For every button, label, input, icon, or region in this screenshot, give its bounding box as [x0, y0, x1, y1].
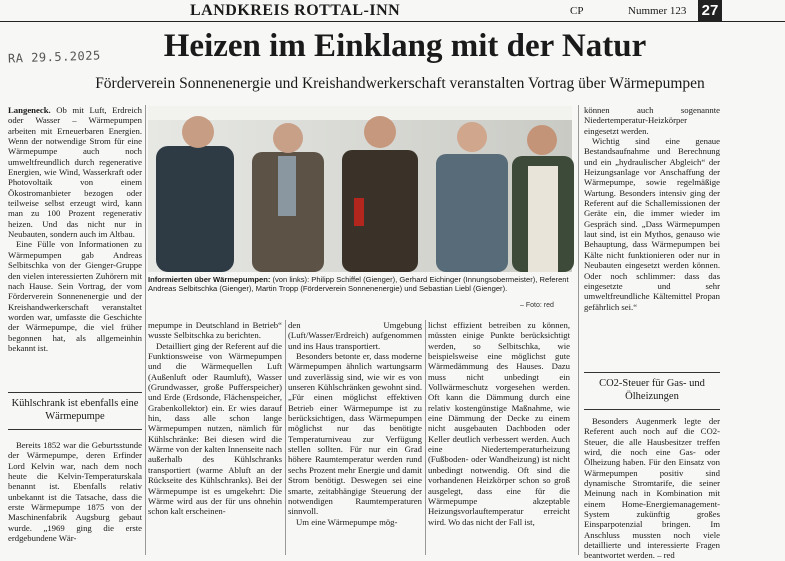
page-header: [0, 0, 785, 22]
handwritten-date-stamp: RA 29.5.2025: [7, 48, 101, 66]
dateline: Langeneck.: [8, 105, 51, 115]
paragraph: Wichtig sind eine genaue Bestandsaufnahme und Berechnung und ein „hydraulischer Abgleich“ der Heizungsanlage vor Anschaffung der Wärmepumpe, sowie regelmäßige Wartung. Besonders intensiv ging der Referent auf die Schallemissionen der Geräte ein, die immer wieder im Gespräch sind. „Dass Wärmepumpen laut sind, ist ein Mythos, genauso wie Behauptung, dass Wärmepumpen bei Kälte nicht funktionieren oder nur in Neubauten eingesetzt werden können. Oder noch schlimmer: dass das eingesetzte und sehr umweltfreundliche Kältemittel Propan gefährlich sei.“: [584, 136, 720, 312]
paragraph: Eine Fülle von Informationen zu Wärmepumpen gab Andreas Selbitschka von der Gienger-Gruppe den vielen interessierten Zuhörern mit nach Hause. Sein Vortrag, der vom Förderverein Sonnenenergie und der Kreishandwerkerschaft veranstaltet worden war, umfasste die Geschichte der Wärmepumpe, die viel früher begonnen hat, als allgemeinhin bekannt ist.: [8, 239, 142, 353]
article-column-5: [584, 105, 720, 367]
paragraph: mepumpe in Deutschland in Betrieb“ wusste Selbitschka zu berichten.: [148, 320, 282, 341]
caption-text: (von links): Philipp Schiffel (Gienger), Gerhard Eichinger (Innungsobermeister), Referent Andreas Selbitschka (Gienger), Martin Tropp (Förderverein Sonnenenergie) und Sebastian Liebl (Gienger).: [148, 275, 569, 294]
paragraph: Ob mit Luft, Erdreich oder Wasser – Wärmepumpen arbeiten mit Erneuerbaren Energien. Wenn der notwendige Strom für eine Wärmepumpe auch noch umweltfreundlich durch regenerative Energien, wie Wind, Wasserkraft oder Photovoltaik von einem Ökostromanbieter bezogen oder teilweise selbst erzeugt wird, kann man zu 100 Prozent regenerativ heizen. Und das nicht nur in Neubauten, sondern auch im Altbau.: [8, 105, 142, 240]
caption-lead: Informierten über Wärmepumpen:: [148, 275, 271, 284]
author-credit: – red: [657, 550, 675, 561]
page-number: 27: [698, 0, 722, 21]
photo-credit: – Foto: red: [520, 302, 554, 309]
article-headline: Heizen im Einklang mit der Natur: [163, 28, 647, 64]
paragraph: Um eine Wärmepumpe mög-: [296, 516, 398, 527]
paragraph: Detailliert ging der Referent auf die Funktionsweise von Wärmepumpen und die Wärmequellen Luft (Außenluft oder Raumluft), Wasser (Grundwasser, große Pufferspeicher) und Erde (Erdsonde, Flächenspeicher, Grabenkollektor) ein. Er wies darauf hin, dass alle schon lange Wärmepumpen nutzen, nämlich für Kühlschränke: Bei diesen wird die Wärme von der kalten Innenseite nach außerhalb des Kühlschranks transportiert (warme Abluft an der Rückseite des Kühlschranks). Bei der Wärmepumpe ist es umgekehrt: Die Wärme wird aus der für uns ohnehin schon kalt erscheinen-: [148, 340, 282, 517]
article-column-3: [288, 320, 422, 555]
column-divider: [145, 105, 146, 555]
column-divider: [578, 105, 579, 555]
issue-number: Nummer 123: [628, 5, 687, 17]
article-column-2: [148, 320, 282, 555]
group-photo: [148, 106, 572, 272]
article-column-5-continued: [584, 416, 720, 561]
photo-caption: [148, 275, 572, 313]
photo-illustration: [148, 106, 572, 272]
paragraph: Bereits 1852 war die Geburtsstunde der Wärmepumpe, deren Erfinder Lord Kelvin war, nach dem noch heute die Kelvin-Temperaturskala benannt ist. Ebenfalls relativ unbekannt ist die Tatsache, dass die erste Wärmepumpe 1875 von der Maschinenfabrik Augsburg gebaut wurde. „1969 ging die erste erdgebundene Wär-: [8, 440, 142, 544]
column-divider: [425, 320, 426, 555]
section-subheading: Kühlschrank ist ebenfalls eine Wärmepumpe: [8, 392, 142, 430]
paragraph: lichst effizient betreiben zu können, müssten einige Punkte berücksichtigt werden, so Selbitschka, wie beispielsweise eine möglichst gute Wärmedämmung des Hauses. Dazu muss nicht unbedingt ein Vollwärmeschutz vorgesehen werden. Oft kann die Dämmung durch eine relativ kostengünstige Maßnahme, wie eine Dämmung der Decke zu einem nicht ausgebauten Dachboden oder Keller deutlich verbessert werden. Auch eine Niedertemperaturheizung (Fußboden- oder Wandheizung) ist nicht unbedingt notwendig. Oft sind die vorhandenen Heizkörper schon so groß ausgelegt, dass eine für die Wärmepumpe akzeptable Heizungsvorlauftemperatur erreicht wird. Wo das nicht der Fall ist,: [428, 320, 570, 527]
article-column-1-continued: [8, 440, 142, 555]
section-subheading: CO2-Steuer für Gas- und Ölheizungen: [584, 372, 720, 410]
paragraph: den Umgebung (Luft/Wasser/Erdreich) aufgenommen und ins Haus transportiert.: [288, 320, 422, 351]
article-column-1: [8, 105, 142, 387]
article-column-4: [428, 320, 570, 555]
column-divider: [285, 320, 286, 555]
article-subheadline: Förderverein Sonnenenergie und Kreishandwerkerschaft veranstalten Vortrag über Wärmepumpen: [95, 75, 705, 92]
section-title: LANDKREIS ROTTAL-INN: [190, 2, 401, 19]
paragraph: Besonders Augenmerk legte der Referent auch noch auf die CO2-Steuer, die alle Hausbesitzer treffen wird, die noch eine Gas- oder Ölheizung haben. Für den Einsatz von Wärmepumpen positiv sind dynamische Stromtarife, die seiner Meinung nach in Kombination mit einem Home-Energiemanagement-System zukünftig großes Einsparpotenzial bringen. Im Anschluss mussten noch viele detaillierte und interessierte Fragen beantwortet werden.: [584, 416, 720, 561]
paragraph: können auch sogenannte Niedertemperatur-Heizkörper eingesetzt werden.: [584, 105, 720, 136]
edition-code: CP: [570, 5, 584, 17]
paragraph: Besonders betonte er, dass moderne Wärmepumpen ähnlich wartungsarm und zuverlässig sind, wie wir es von unseren Kühlschränken gewohnt sind. „Für einen möglichst effektiven Betrieb einer Wärmepumpe ist zu berücksichtigen, dass Wärmepumpen möglichst nur das benötigte Temperaturniveau zur Verfügung stellen sollten. Für nur ein Grad höhere Raumtemperatur werden rund sechs Prozent mehr Energie und damit Strom benötigt. Deswegen sei eine smarte, zeitabhängige Steuerung der notwendigen Raumtemperaturen sinnvoll.: [288, 351, 422, 517]
